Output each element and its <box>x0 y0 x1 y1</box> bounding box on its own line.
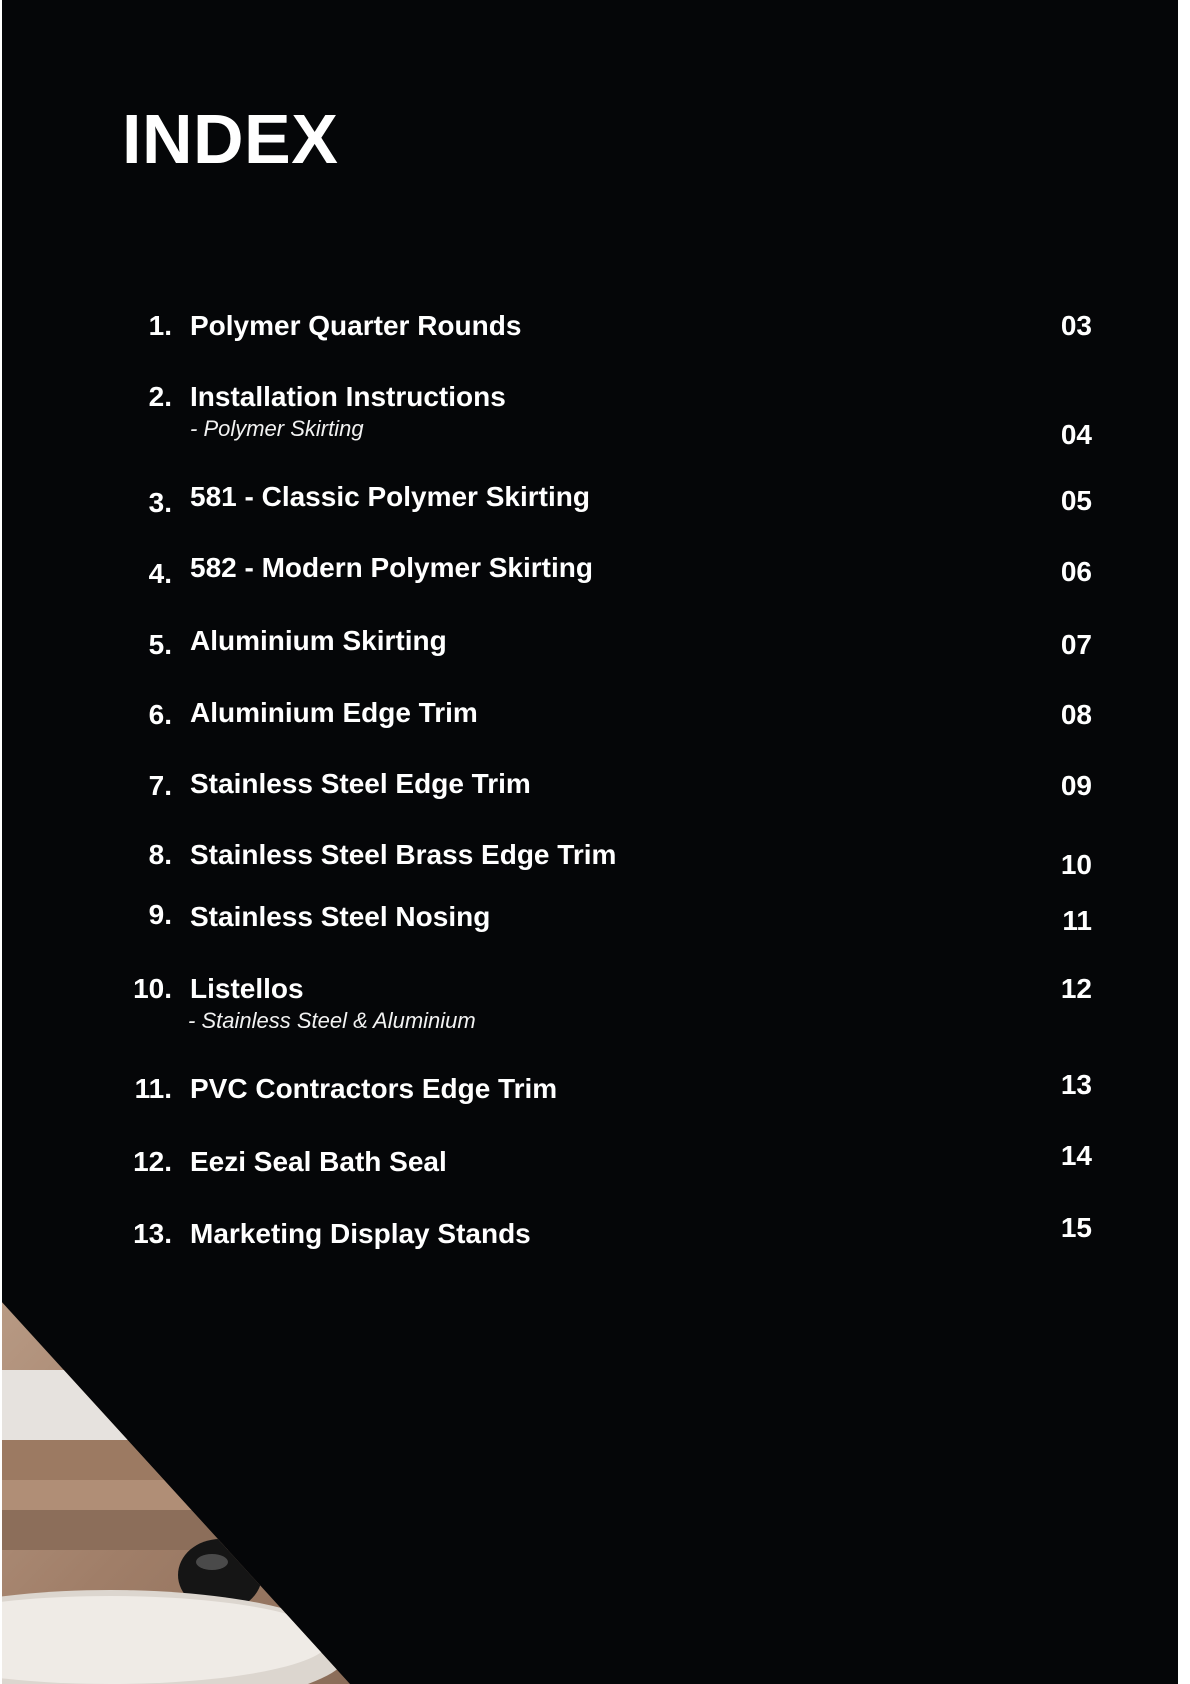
entry-label: Listellos <box>190 973 304 1004</box>
entry-page-number: 11 <box>1062 905 1092 936</box>
index-entry <box>120 696 1092 756</box>
entry-number: 1. <box>148 310 172 341</box>
entry-page-number: 07 <box>1060 629 1092 660</box>
entry-label: Installation Instructions <box>190 381 506 412</box>
entry-subtitle: - Polymer Skirting <box>190 416 364 441</box>
entry-label: Aluminium Skirting <box>190 625 447 656</box>
entry-number: 10. <box>133 973 172 1004</box>
entry-number: 13. <box>133 1218 172 1249</box>
page-left-margin <box>0 0 2 1684</box>
entry-page-number: 09 <box>1060 770 1092 801</box>
index-title: INDEX <box>122 100 339 178</box>
entry-number: 4. <box>148 558 172 589</box>
index-entry <box>120 309 1092 369</box>
index-entry <box>120 551 1092 611</box>
entry-label: 582 - Modern Polymer Skirting <box>190 552 593 583</box>
index-entry <box>120 899 1092 960</box>
index-entry <box>120 1212 1092 1275</box>
entry-page-number: 13 <box>1060 1069 1092 1100</box>
index-entry <box>120 480 1092 540</box>
entry-page-number: 15 <box>1060 1212 1092 1243</box>
entry-page-number: 05 <box>1060 485 1092 516</box>
entry-number: 9. <box>148 899 172 930</box>
entry-page-number: 10 <box>1060 849 1092 880</box>
entry-number: 3. <box>148 487 172 518</box>
entry-label: Aluminium Edge Trim <box>190 697 478 728</box>
entry-label: Stainless Steel Brass Edge Trim <box>190 839 617 870</box>
entry-number: 12. <box>133 1146 172 1177</box>
entry-label: 581 - Classic Polymer Skirting <box>190 481 590 512</box>
entry-page-number: 08 <box>1060 699 1092 730</box>
index-entry <box>120 972 1092 1042</box>
entry-number: 7. <box>148 770 172 801</box>
entry-number: 2. <box>148 381 172 412</box>
entry-page-number: 06 <box>1060 556 1092 587</box>
entry-label: PVC Contractors Edge Trim <box>190 1073 558 1104</box>
entry-label: Stainless Steel Edge Trim <box>190 768 531 799</box>
index-entry <box>120 1069 1092 1130</box>
index-entry <box>120 624 1092 684</box>
page-right-margin <box>1178 0 1190 1684</box>
entry-number: 11. <box>134 1073 172 1104</box>
index-entry <box>120 380 1092 450</box>
entry-label: Eezi Seal Bath Seal <box>190 1146 447 1177</box>
entry-page-number: 03 <box>1060 310 1092 341</box>
index-entry <box>120 838 1092 898</box>
entry-number: 5. <box>148 629 172 660</box>
entry-number: 8. <box>148 839 172 870</box>
entry-page-number: 12 <box>1060 973 1092 1004</box>
entry-label: Marketing Display Stands <box>190 1218 531 1249</box>
entry-label: Polymer Quarter Rounds <box>190 310 522 341</box>
entry-subtitle: - Stainless Steel & Aluminium <box>188 1008 476 1033</box>
entry-page-number: 14 <box>1060 1140 1092 1171</box>
index-entry <box>120 1140 1092 1203</box>
entry-number: 6. <box>148 699 172 730</box>
index-entry <box>120 767 1092 827</box>
entry-label: Stainless Steel Nosing <box>190 901 491 932</box>
entry-page-number: 04 <box>1060 419 1092 450</box>
